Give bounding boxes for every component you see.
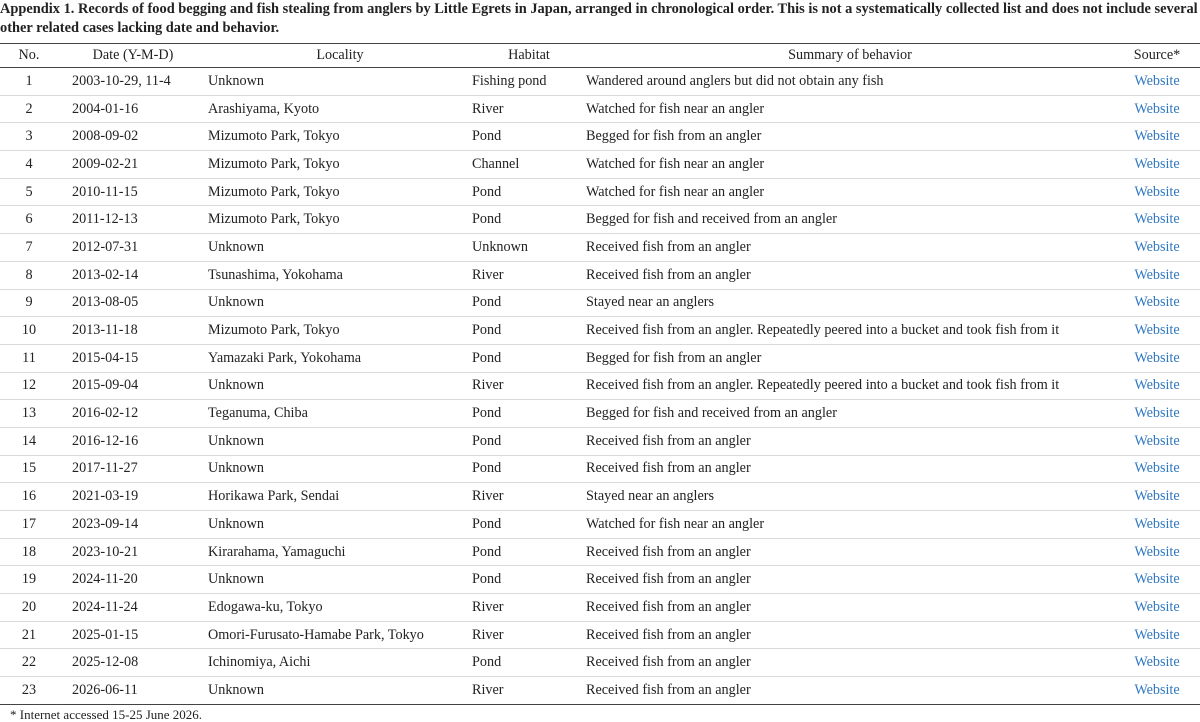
cell-source [1114, 621, 1200, 649]
table-row [0, 455, 1200, 483]
cell-date: 2024-11-24 [58, 594, 208, 622]
table-row [0, 427, 1200, 455]
cell-locality: Mizumoto Park, Tokyo [208, 151, 472, 179]
header-habitat: Habitat [472, 44, 586, 68]
cell-source [1114, 427, 1200, 455]
source-website-link[interactable]: Website [1134, 460, 1180, 477]
cell-date: 2010-11-15 [58, 178, 208, 206]
cell-locality: Mizumoto Park, Tokyo [208, 317, 472, 345]
cell-habitat: Pond [472, 455, 586, 483]
cell-summary: Begged for fish and received from an angler [586, 206, 1114, 234]
cell-no: 16 [0, 483, 58, 511]
cell-summary: Wandered around anglers but did not obtain any fish [586, 68, 1114, 96]
cell-date: 2023-10-21 [58, 538, 208, 566]
cell-summary: Received fish from an angler. Repeatedly peered into a bucket and took fish from it [586, 372, 1114, 400]
cell-no: 13 [0, 400, 58, 428]
cell-source [1114, 95, 1200, 123]
cell-date: 2021-03-19 [58, 483, 208, 511]
source-website-link[interactable]: Website [1134, 322, 1180, 339]
cell-no: 23 [0, 677, 58, 705]
cell-locality: Unknown [208, 511, 472, 539]
cell-habitat: Pond [472, 178, 586, 206]
cell-summary: Watched for fish near an angler [586, 95, 1114, 123]
cell-date: 2012-07-31 [58, 234, 208, 262]
table-caption: Appendix 1. Records of food begging and fish stealing from anglers by Little Egrets in Japan, arranged in chronological order. This is not a systematically collected list and does not include several other related cases lacking date and behavior. [0, 1, 1198, 36]
cell-habitat: Pond [472, 317, 586, 345]
source-website-link[interactable]: Website [1134, 155, 1180, 172]
header-summary: Summary of behavior [586, 44, 1114, 68]
cell-date: 2013-02-14 [58, 261, 208, 289]
cell-summary: Watched for fish near an angler [586, 511, 1114, 539]
cell-source [1114, 566, 1200, 594]
cell-no: 4 [0, 151, 58, 179]
source-website-link[interactable]: Website [1134, 654, 1180, 671]
header-locality: Locality [208, 44, 472, 68]
table-row [0, 344, 1200, 372]
cell-no: 6 [0, 206, 58, 234]
cell-locality: Mizumoto Park, Tokyo [208, 206, 472, 234]
cell-summary: Received fish from an angler [586, 677, 1114, 705]
header-source: Source* [1114, 44, 1200, 68]
cell-habitat: River [472, 372, 586, 400]
cell-habitat: Pond [472, 566, 586, 594]
table-row [0, 566, 1200, 594]
cell-date: 2024-11-20 [58, 566, 208, 594]
source-website-link[interactable]: Website [1134, 100, 1180, 117]
cell-locality: Unknown [208, 677, 472, 705]
table-row [0, 649, 1200, 677]
cell-locality: Horikawa Park, Sendai [208, 483, 472, 511]
source-website-link[interactable]: Website [1134, 626, 1180, 643]
table-row [0, 289, 1200, 317]
cell-locality: Unknown [208, 427, 472, 455]
cell-locality: Omori-Furusato-Hamabe Park, Tokyo [208, 621, 472, 649]
cell-source [1114, 372, 1200, 400]
cell-summary: Watched for fish near an angler [586, 178, 1114, 206]
cell-date: 2017-11-27 [58, 455, 208, 483]
footnote: * Internet accessed 15-25 June 2026. [10, 707, 203, 722]
cell-date: 2013-08-05 [58, 289, 208, 317]
source-website-link[interactable]: Website [1134, 405, 1180, 422]
cell-habitat: Pond [472, 427, 586, 455]
cell-habitat: River [472, 95, 586, 123]
cell-summary: Begged for fish from an angler [586, 344, 1114, 372]
cell-source [1114, 206, 1200, 234]
cell-locality: Yamazaki Park, Yokohama [208, 344, 472, 372]
cell-habitat: River [472, 594, 586, 622]
cell-summary: Received fish from an angler [586, 538, 1114, 566]
source-website-link[interactable]: Website [1134, 598, 1180, 615]
cell-no: 3 [0, 123, 58, 151]
cell-date: 2008-09-02 [58, 123, 208, 151]
cell-date: 2026-06-11 [58, 677, 208, 705]
cell-habitat: River [472, 621, 586, 649]
table-row [0, 677, 1200, 705]
cell-source [1114, 400, 1200, 428]
cell-no: 2 [0, 95, 58, 123]
cell-habitat: Channel [472, 151, 586, 179]
cell-summary: Received fish from an angler [586, 455, 1114, 483]
cell-habitat: Pond [472, 538, 586, 566]
table-row [0, 234, 1200, 262]
cell-summary: Stayed near an anglers [586, 289, 1114, 317]
cell-locality: Arashiyama, Kyoto [208, 95, 472, 123]
cell-summary: Received fish from an angler [586, 621, 1114, 649]
header-date: Date (Y-M-D) [58, 44, 208, 68]
cell-locality: Mizumoto Park, Tokyo [208, 123, 472, 151]
cell-no: 14 [0, 427, 58, 455]
cell-locality: Unknown [208, 234, 472, 262]
cell-no: 11 [0, 344, 58, 372]
table-row [0, 483, 1200, 511]
cell-source [1114, 538, 1200, 566]
cell-habitat: Pond [472, 344, 586, 372]
cell-habitat: Pond [472, 511, 586, 539]
cell-date: 2015-09-04 [58, 372, 208, 400]
cell-habitat: River [472, 677, 586, 705]
source-website-link[interactable]: Website [1134, 211, 1180, 228]
table-row [0, 123, 1200, 151]
table-body [0, 68, 1200, 705]
cell-source [1114, 123, 1200, 151]
cell-date: 2004-01-16 [58, 95, 208, 123]
source-website-link[interactable]: Website [1134, 571, 1180, 588]
table-row [0, 178, 1200, 206]
cell-source [1114, 649, 1200, 677]
table-row [0, 400, 1200, 428]
cell-summary: Received fish from an angler [586, 234, 1114, 262]
cell-source [1114, 178, 1200, 206]
source-website-link[interactable]: Website [1134, 432, 1180, 449]
cell-habitat: Pond [472, 649, 586, 677]
table-row [0, 621, 1200, 649]
cell-locality: Kirarahama, Yamaguchi [208, 538, 472, 566]
cell-date: 2025-12-08 [58, 649, 208, 677]
cell-no: 7 [0, 234, 58, 262]
cell-habitat: Pond [472, 206, 586, 234]
cell-summary: Watched for fish near an angler [586, 151, 1114, 179]
cell-no: 9 [0, 289, 58, 317]
cell-source [1114, 455, 1200, 483]
cell-summary: Received fish from an angler [586, 594, 1114, 622]
source-website-link[interactable]: Website [1134, 488, 1180, 505]
cell-source [1114, 483, 1200, 511]
cell-habitat: River [472, 483, 586, 511]
records-table [0, 43, 1200, 705]
cell-no: 10 [0, 317, 58, 345]
cell-locality: Unknown [208, 455, 472, 483]
cell-no: 8 [0, 261, 58, 289]
cell-source [1114, 677, 1200, 705]
cell-summary: Begged for fish and received from an angler [586, 400, 1114, 428]
cell-summary: Stayed near an anglers [586, 483, 1114, 511]
cell-habitat: River [472, 261, 586, 289]
cell-no: 15 [0, 455, 58, 483]
cell-summary: Received fish from an angler [586, 566, 1114, 594]
cell-habitat: Fishing pond [472, 68, 586, 96]
source-website-link[interactable]: Website [1134, 294, 1180, 311]
cell-no: 21 [0, 621, 58, 649]
cell-date: 2015-04-15 [58, 344, 208, 372]
cell-habitat: Pond [472, 123, 586, 151]
cell-date: 2016-12-16 [58, 427, 208, 455]
source-website-link[interactable]: Website [1134, 681, 1180, 698]
source-website-link[interactable]: Website [1134, 543, 1180, 560]
cell-locality: Ichinomiya, Aichi [208, 649, 472, 677]
cell-habitat: Pond [472, 400, 586, 428]
cell-no: 20 [0, 594, 58, 622]
table-row [0, 538, 1200, 566]
cell-date: 2025-01-15 [58, 621, 208, 649]
cell-habitat: Unknown [472, 234, 586, 262]
cell-source [1114, 317, 1200, 345]
cell-no: 19 [0, 566, 58, 594]
cell-summary: Received fish from an angler [586, 649, 1114, 677]
table-row [0, 206, 1200, 234]
source-website-link[interactable]: Website [1134, 266, 1180, 283]
cell-date: 2023-09-14 [58, 511, 208, 539]
table-row [0, 261, 1200, 289]
source-website-link[interactable]: Website [1134, 515, 1180, 532]
cell-date: 2009-02-21 [58, 151, 208, 179]
header-no: No. [0, 44, 58, 68]
cell-source [1114, 68, 1200, 96]
cell-locality: Unknown [208, 566, 472, 594]
cell-locality: Edogawa-ku, Tokyo [208, 594, 472, 622]
source-website-link[interactable]: Website [1134, 377, 1180, 394]
cell-source [1114, 151, 1200, 179]
cell-summary: Received fish from an angler. Repeatedly peered into a bucket and took fish from it [586, 317, 1114, 345]
table-row [0, 151, 1200, 179]
cell-locality: Mizumoto Park, Tokyo [208, 178, 472, 206]
cell-date: 2013-11-18 [58, 317, 208, 345]
cell-no: 22 [0, 649, 58, 677]
table-header-row [0, 44, 1200, 68]
cell-locality: Teganuma, Chiba [208, 400, 472, 428]
table-row [0, 68, 1200, 96]
source-website-link[interactable]: Website [1134, 183, 1180, 200]
cell-locality: Tsunashima, Yokohama [208, 261, 472, 289]
cell-summary: Begged for fish from an angler [586, 123, 1114, 151]
cell-date: 2016-02-12 [58, 400, 208, 428]
cell-locality: Unknown [208, 289, 472, 317]
cell-no: 5 [0, 178, 58, 206]
cell-summary: Received fish from an angler [586, 261, 1114, 289]
cell-source [1114, 289, 1200, 317]
table-row [0, 511, 1200, 539]
table-row [0, 372, 1200, 400]
table-row [0, 95, 1200, 123]
source-website-link[interactable]: Website [1134, 128, 1180, 145]
cell-date: 2003-10-29, 11-4 [58, 68, 208, 96]
cell-locality: Unknown [208, 68, 472, 96]
cell-no: 17 [0, 511, 58, 539]
table-row [0, 317, 1200, 345]
cell-source [1114, 594, 1200, 622]
cell-summary: Received fish from an angler [586, 427, 1114, 455]
cell-no: 18 [0, 538, 58, 566]
source-website-link[interactable]: Website [1134, 72, 1180, 89]
cell-source [1114, 261, 1200, 289]
cell-locality: Unknown [208, 372, 472, 400]
cell-habitat: Pond [472, 289, 586, 317]
table-row [0, 594, 1200, 622]
cell-date: 2011-12-13 [58, 206, 208, 234]
cell-source [1114, 344, 1200, 372]
cell-source [1114, 234, 1200, 262]
cell-source [1114, 511, 1200, 539]
cell-no: 1 [0, 68, 58, 96]
cell-no: 12 [0, 372, 58, 400]
source-website-link[interactable]: Website [1134, 349, 1180, 366]
source-website-link[interactable]: Website [1134, 238, 1180, 255]
